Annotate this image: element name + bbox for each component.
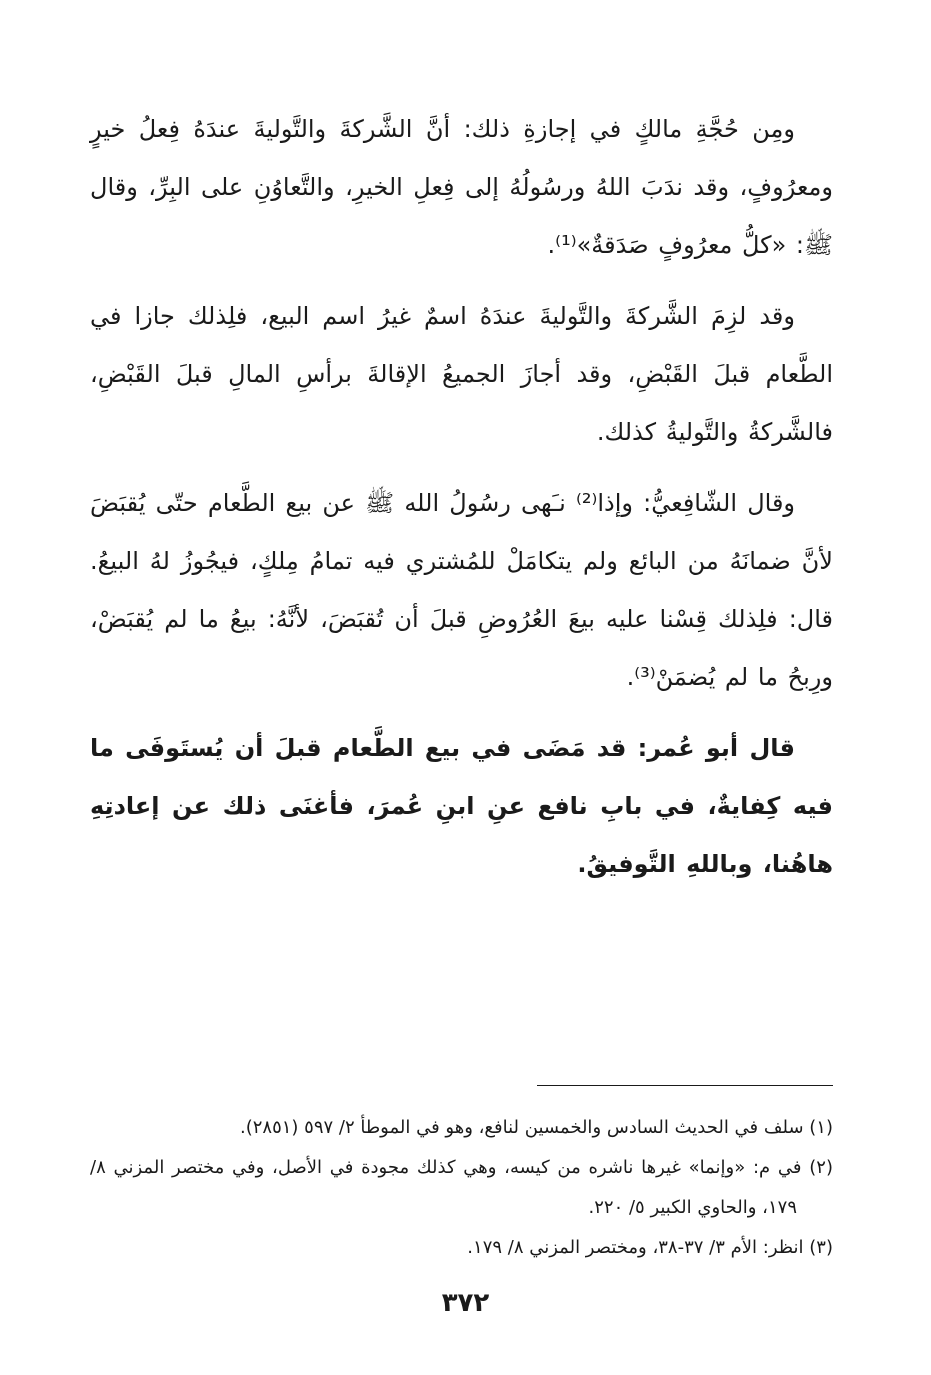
main-text: [90, 100, 833, 906]
paragraph-malik-argument: ومِن حُجَّةِ مالكٍ في إجازةِ ذلك: أنَّ الشَّركةَ والتَّوليةَ عندَهُ فِعلُ خيرٍ ومعرُوفٍ، وقد ندَبَ اللهُ ورسُولُهُ إلى فِعلِ الخيرِ، والتَّعاوُنِ على البِرِّ، وقال ﷺ: «كلُّ معرُوفٍ صَدَقةٌ»⁽¹⁾.: [90, 115, 833, 259]
footnote-3: (٣) انظر: الأم ٣/ ٣٧-٣٨، ومختصر المزني ٨/ ١٧٩.: [467, 1237, 833, 1258]
page-number: ٣٧٢: [441, 1288, 490, 1318]
footnotes: [90, 1108, 833, 1268]
paragraph-shafii: وقال الشّافِعيُّ: وإذا⁽²⁾ نـَهى رسُولُ الله ﷺ عن بيع الطَّعام حتّى يُقبَضَ لأنَّ ضمانَهُ من البائع ولم يتكامَلْ للمُشتري فيه تمامُ مِلكٍ، فيجُوزُ لهُ البيعُ. قال: فلِذلك قِسْنا عليه بيعَ العُرُوضِ قبلَ أن تُقبَضَ، لأنَّهُ: بيعُ ما لم يُقبَضْ، ورِبحُ ما لم يُضمَنْ⁽³⁾.: [90, 489, 833, 691]
footnote-2: (٢) في م: «وإنما» غيرها ناشره من كيسه، وهي كذلك مجودة في الأصل، وفي مختصر المزني ٨/ ١٧٩، والحاوي الكبير ٥/ ٢٢٠.: [90, 1157, 833, 1218]
paragraph-abu-umar: قال أبو عُمر: قد مَضَى في بيع الطَّعام قبلَ أن يُستَوفَى ما فيه كِفايةٌ، في بابِ نافع عنِ ابنِ عُمرَ، فأغنَى ذلك عن إعادتِهِ هاهُنا، وباللهِ التَّوفيقُ.: [90, 734, 833, 878]
paragraph-sharika-tawliya: وقد لزِمَ الشَّركةَ والتَّوليةَ عندَهُ اسمٌ غيرُ اسم البيع، فلِذلك جازا في الطَّعام قبلَ القَبْضِ، وقد أجازَ الجميعُ الإقالةَ برأسِ المالِ قبلَ القَبْضِ، فالشَّركةُ والتَّوليةُ كذلك.: [90, 302, 833, 446]
footnote-1: (١) سلف في الحديث السادس والخمسين لنافع، وهو في الموطأ ٢/ ٥٩٧ (٢٨٥١).: [239, 1117, 833, 1138]
footnote-divider: [537, 1085, 833, 1086]
